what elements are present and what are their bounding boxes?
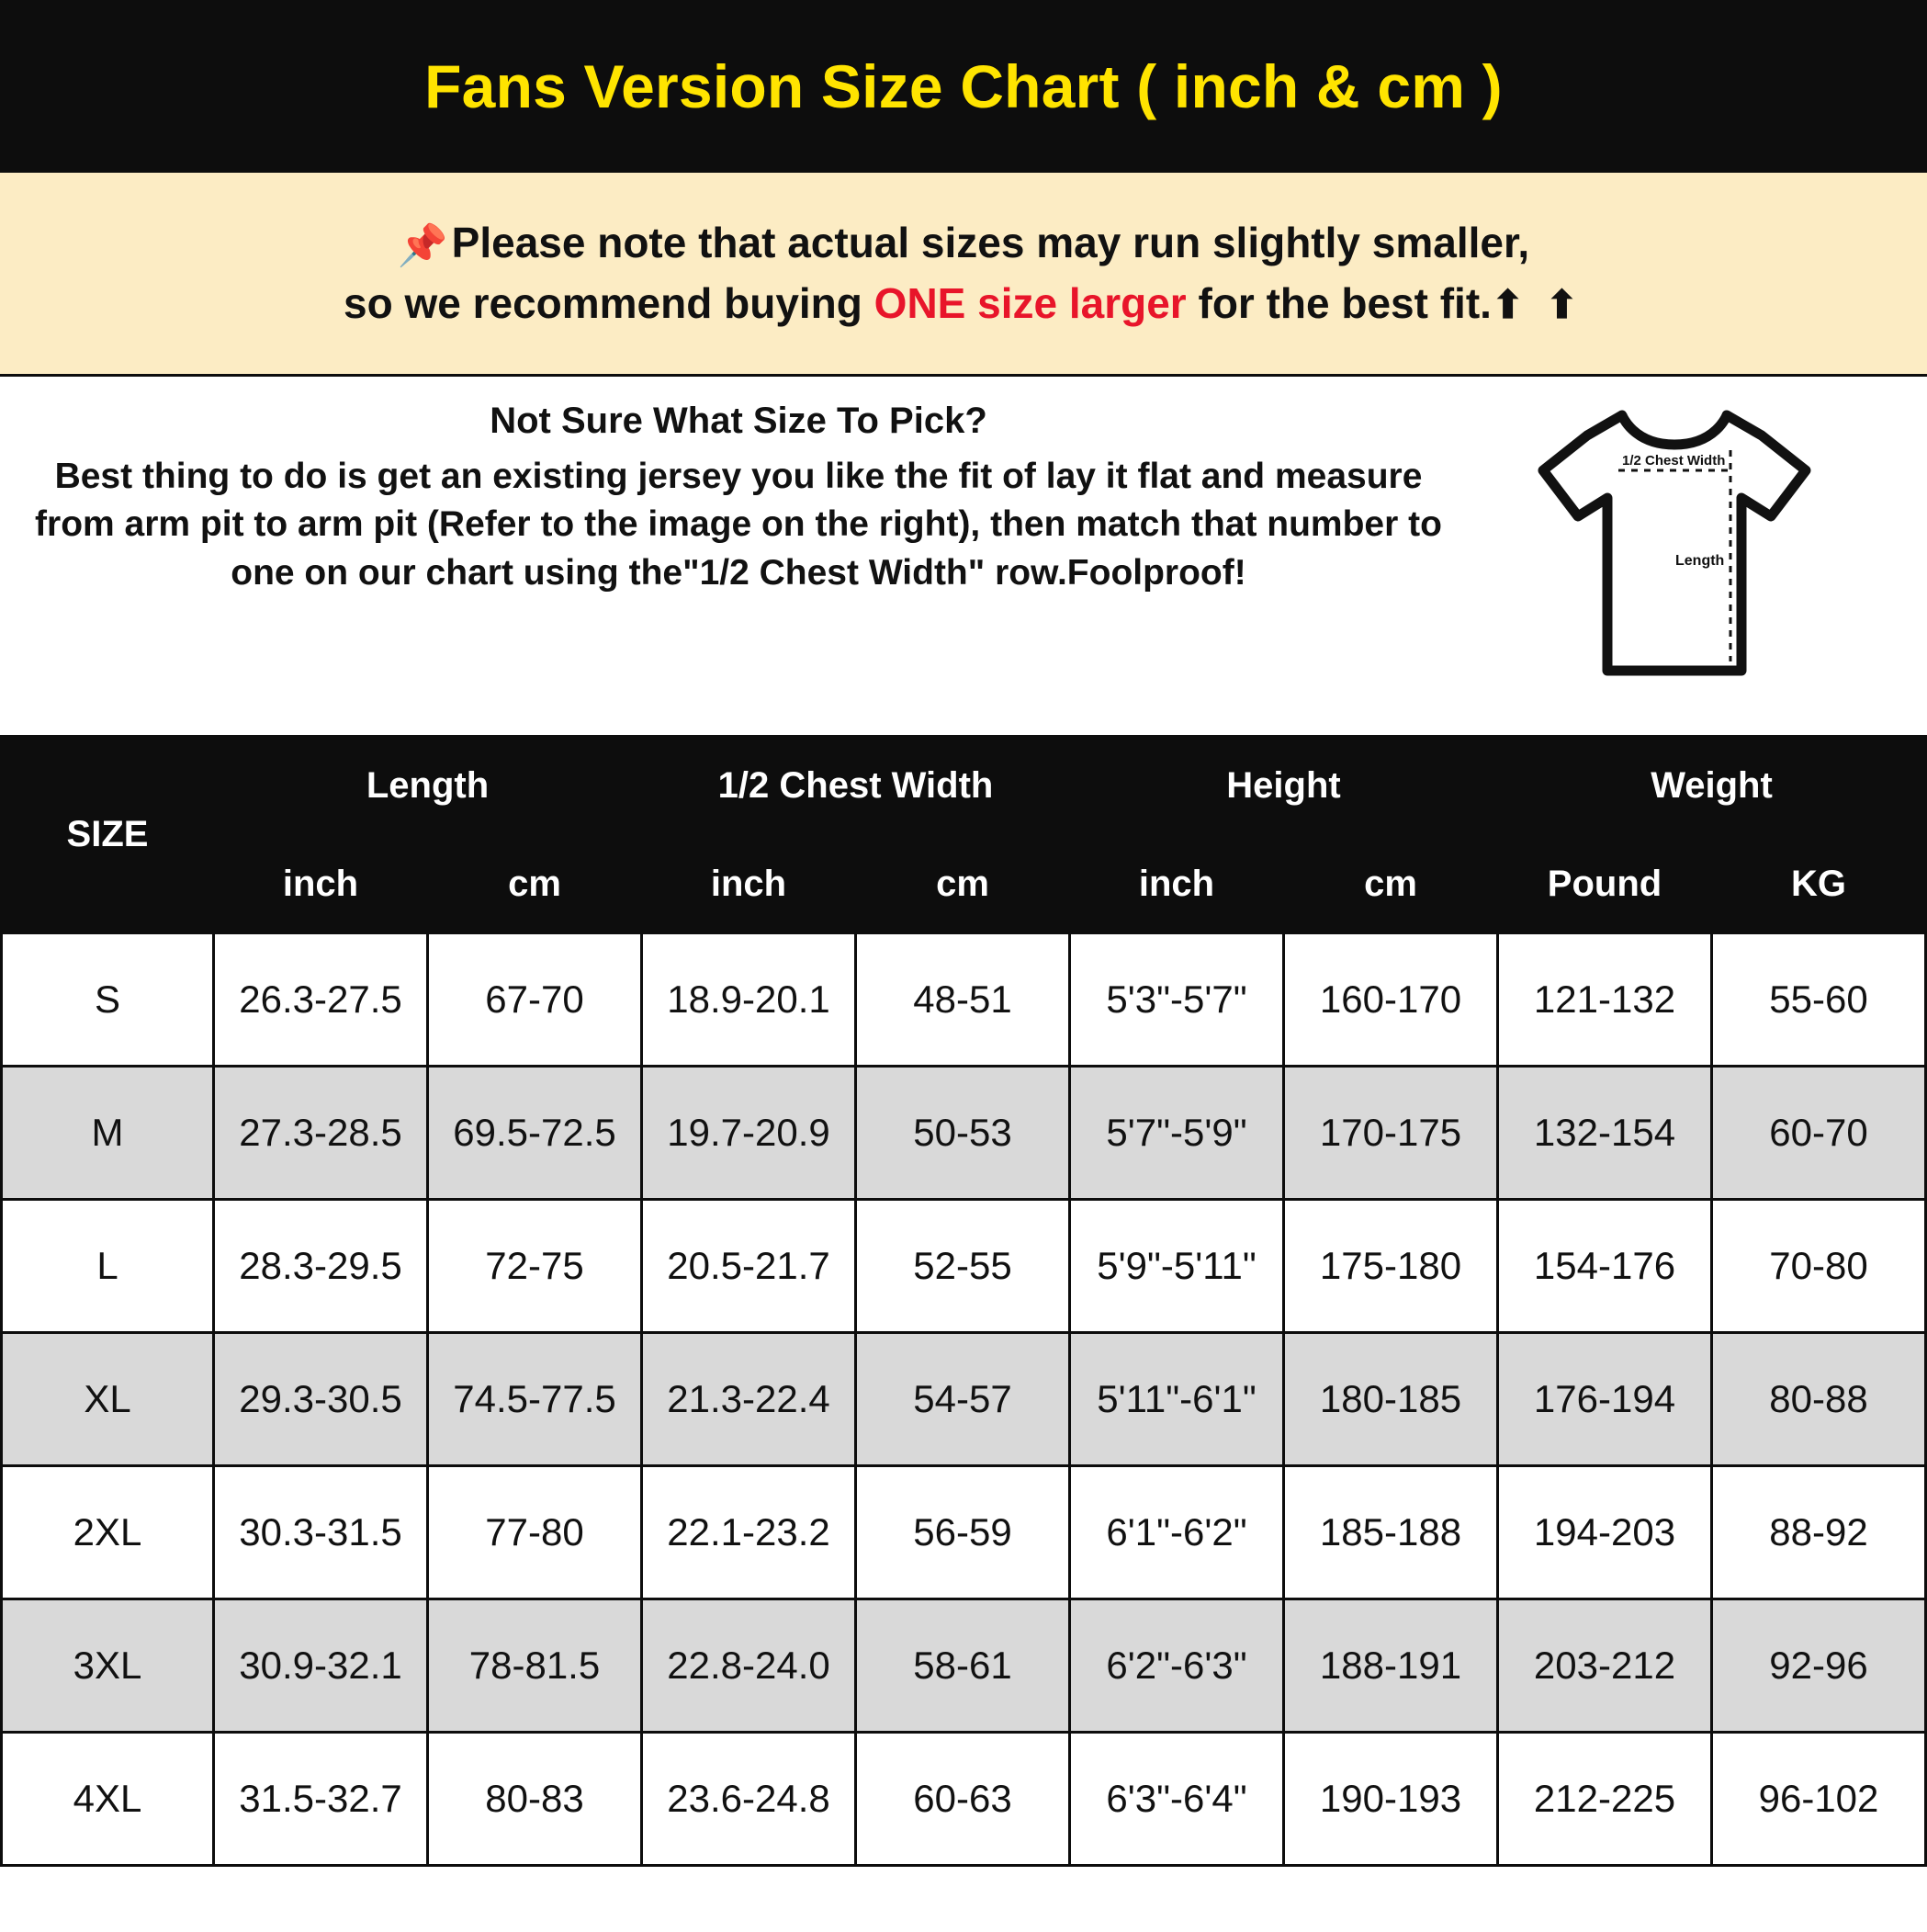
note-line-1 [398,213,1529,273]
cell-height-cm: 180-185 [1284,1333,1498,1466]
header-group-weight: Weight [1498,737,1926,835]
table-row [2,1599,1926,1733]
header-group-length: Length [214,737,642,835]
cell-weight-kg: 96-102 [1712,1733,1926,1866]
cell-size: XL [2,1333,214,1466]
cell-chest-inch: 18.9-20.1 [642,933,856,1067]
cell-chest-inch: 21.3-22.4 [642,1333,856,1466]
cell-chest-inch: 20.5-21.7 [642,1200,856,1333]
help-body: Best thing to do is get an existing jersey you like the fit of lay it flat and measure from arm pit to arm pit (Refer to the image on the right), then match that number to one on our chart using the"1/2 Chest Width" row.Foolproof! [35,457,1442,593]
header-row-groups [2,737,1926,835]
note-highlight: ONE size larger [873,278,1187,327]
cell-length-inch: 31.5-32.7 [214,1733,428,1866]
cell-size: L [2,1200,214,1333]
help-section [0,377,1927,735]
cell-chest-cm: 60-63 [856,1733,1070,1866]
cell-length-cm: 80-83 [428,1733,642,1866]
cell-height-inch: 5'9"-5'11" [1070,1200,1284,1333]
cell-chest-cm: 54-57 [856,1333,1070,1466]
cell-chest-cm: 48-51 [856,933,1070,1067]
cell-height-inch: 5'3"-5'7" [1070,933,1284,1067]
note-text-2a: so we recommend buying [343,278,874,327]
note-text-1: Please note that actual sizes may run slightly smaller, [451,219,1530,267]
cell-height-cm: 175-180 [1284,1200,1498,1333]
cell-height-cm: 170-175 [1284,1067,1498,1200]
arrow-up-icon: ⬆ ⬆ [1491,282,1584,326]
cell-weight-pound: 132-154 [1498,1067,1712,1200]
chest-width-label: 1/2 Chest Width [1622,453,1726,469]
cell-length-inch: 29.3-30.5 [214,1333,428,1466]
cell-size: 4XL [2,1733,214,1866]
header-unit-weight-kg: KG [1712,835,1926,933]
cell-length-cm: 74.5-77.5 [428,1333,642,1466]
length-label: Length [1675,553,1725,569]
cell-length-inch: 27.3-28.5 [214,1067,428,1200]
cell-height-cm: 160-170 [1284,933,1498,1067]
cell-length-cm: 67-70 [428,933,642,1067]
cell-weight-kg: 92-96 [1712,1599,1926,1733]
cell-length-cm: 72-75 [428,1200,642,1333]
header-row-units [2,835,1926,933]
help-text-block [0,377,1477,597]
cell-length-cm: 77-80 [428,1466,642,1599]
cell-weight-pound: 154-176 [1498,1200,1712,1333]
header-unit-length-inch: inch [214,835,428,933]
cell-length-inch: 26.3-27.5 [214,933,428,1067]
cell-chest-inch: 23.6-24.8 [642,1733,856,1866]
header-unit-weight-pound: Pound [1498,835,1712,933]
header-group-chest: 1/2 Chest Width [642,737,1070,835]
cell-length-inch: 28.3-29.5 [214,1200,428,1333]
table-row [2,1200,1926,1333]
header-unit-chest-cm: cm [856,835,1070,933]
cell-height-cm: 188-191 [1284,1599,1498,1733]
cell-weight-kg: 55-60 [1712,933,1926,1067]
cell-weight-kg: 70-80 [1712,1200,1926,1333]
cell-weight-pound: 212-225 [1498,1733,1712,1866]
cell-length-inch: 30.3-31.5 [214,1466,428,1599]
cell-chest-cm: 58-61 [856,1599,1070,1733]
cell-weight-kg: 60-70 [1712,1067,1926,1200]
cell-length-cm: 78-81.5 [428,1599,642,1733]
cell-length-inch: 30.9-32.1 [214,1599,428,1733]
page-title: Fans Version Size Chart ( inch & cm ) [424,52,1503,120]
size-chart-table [0,735,1927,1867]
cell-height-cm: 185-188 [1284,1466,1498,1599]
cell-weight-pound: 203-212 [1498,1599,1712,1733]
table-row [2,1067,1926,1200]
header-unit-height-cm: cm [1284,835,1498,933]
tshirt-icon [1523,395,1826,698]
header-unit-length-cm: cm [428,835,642,933]
table-row [2,933,1926,1067]
header-group-height: Height [1070,737,1498,835]
header-unit-height-inch: inch [1070,835,1284,933]
cell-chest-inch: 22.1-23.2 [642,1466,856,1599]
table-row [2,1466,1926,1599]
pushpin-icon: 📌 [397,223,448,269]
cell-chest-cm: 56-59 [856,1466,1070,1599]
table-body [2,933,1926,1866]
cell-height-inch: 5'11"-6'1" [1070,1333,1284,1466]
cell-length-cm: 69.5-72.5 [428,1067,642,1200]
cell-height-inch: 6'1"-6'2" [1070,1466,1284,1599]
cell-weight-kg: 88-92 [1712,1466,1926,1599]
cell-height-cm: 190-193 [1284,1733,1498,1866]
cell-weight-pound: 121-132 [1498,933,1712,1067]
title-bar [0,0,1927,173]
cell-height-inch: 6'3"-6'4" [1070,1733,1284,1866]
cell-size: M [2,1067,214,1200]
header-size: SIZE [2,737,214,933]
cell-weight-pound: 194-203 [1498,1466,1712,1599]
cell-size: S [2,933,214,1067]
table-row [2,1333,1926,1466]
table-row [2,1733,1926,1866]
cell-size: 3XL [2,1599,214,1733]
cell-weight-pound: 176-194 [1498,1333,1712,1466]
tshirt-diagram [1477,377,1927,698]
cell-chest-cm: 50-53 [856,1067,1070,1200]
help-heading: Not Sure What Size To Pick? [490,401,987,441]
cell-height-inch: 6'2"-6'3" [1070,1599,1284,1733]
cell-height-inch: 5'7"-5'9" [1070,1067,1284,1200]
cell-chest-inch: 19.7-20.9 [642,1067,856,1200]
note-line-2 [344,274,1583,333]
cell-chest-inch: 22.8-24.0 [642,1599,856,1733]
cell-weight-kg: 80-88 [1712,1333,1926,1466]
header-unit-chest-inch: inch [642,835,856,933]
table-head [2,737,1926,933]
note-text-2b: for the best fit. [1186,278,1492,327]
note-banner [0,173,1927,377]
cell-size: 2XL [2,1466,214,1599]
cell-chest-cm: 52-55 [856,1200,1070,1333]
